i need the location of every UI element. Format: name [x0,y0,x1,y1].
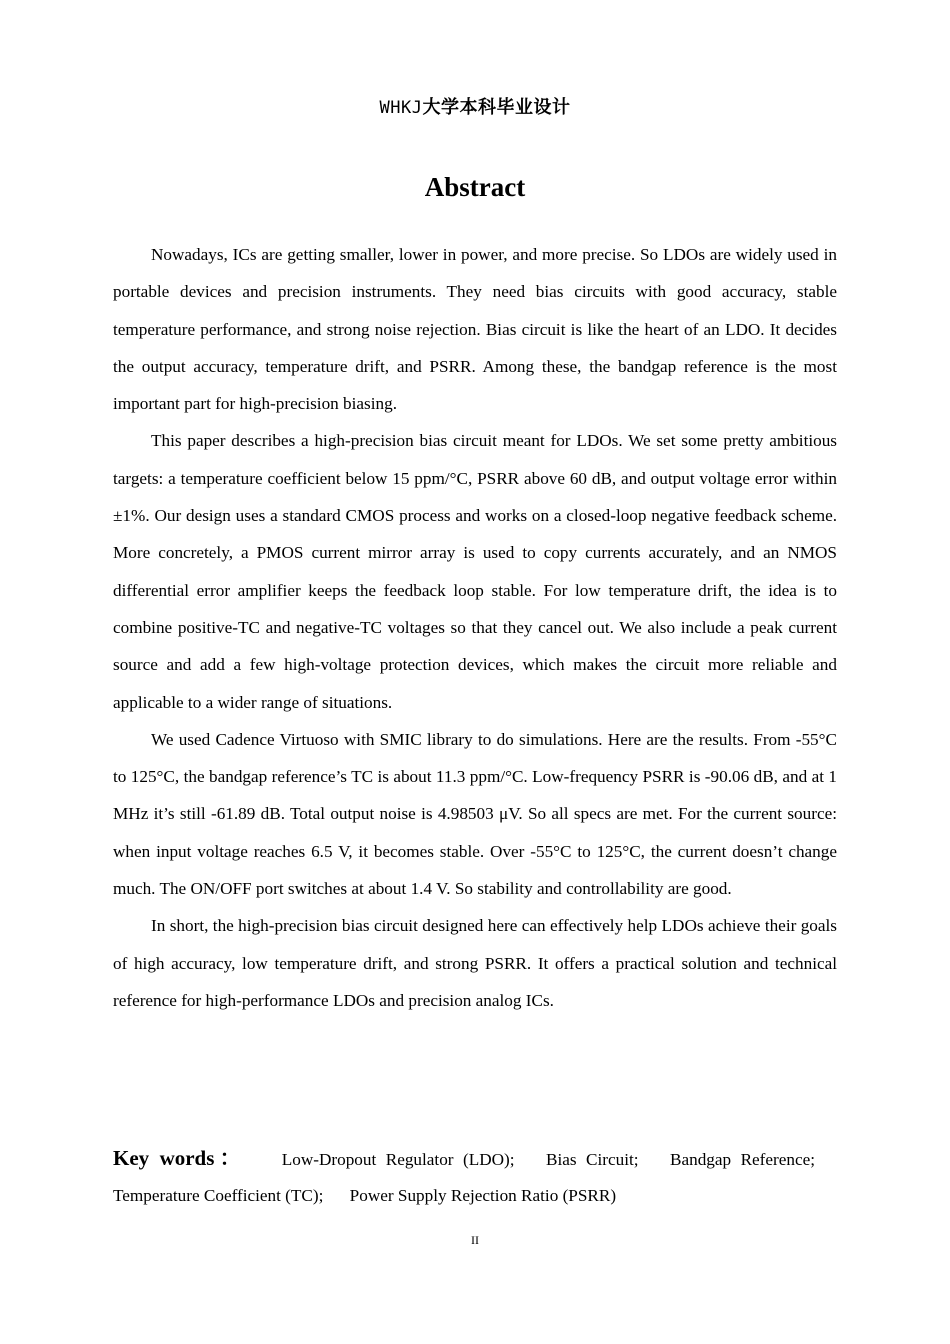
paragraph-intro: Nowadays, ICs are getting smaller, lower in power, and more precise. So LDOs are widely used in portable devices and precision instruments. They need bias circuits with good accuracy, stable temperature performance, and strong noise rejection. Bias circuit is like the heart of an LDO. It decides the output accuracy, temperature drift, and PSRR. Among these, the bandgap reference is the most important part for high-precision biasing. [113,245,837,414]
header-document-type: 大学本科毕业设计 [422,97,571,118]
paragraph-results: We used Cadence Virtuoso with SMIC library to do simulations. Here are the results. From -55°C to 125°C, the bandgap reference’s TC is about 11.3 ppm/°C. Low-frequency PSRR is -90.06 dB, and at 1 MHz it’s still -61.89 dB. Total output noise is 4.98503 μV. So all specs are met. For the current source: when input voltage reaches 6.5 V, it becomes stable. Over -55°C to 125°C, the current doesn’t change much. The ON/OFF port switches at about 1.4 V. So stability and controllability are good. [113,729,837,899]
keyword-item: Bias Circuit; [546,1150,639,1169]
running-header [0,94,950,122]
page-title: Abstract [424,172,526,202]
header-institution-code: WHKJ [379,98,423,118]
page-number: II [471,1233,479,1247]
keyword-item: Bandgap Reference; [670,1150,816,1169]
paragraph-conclusion: In short, the high-precision bias circuit designed here can effectively help LDOs achieve their goals of high accuracy, low temperature drift, and strong PSRR. It offers a practical solution and technical reference for high-performance LDOs and precision analog ICs. [113,916,837,1010]
keywords-label: Key words： [113,1146,246,1170]
keywords-section [113,1140,837,1214]
abstract-body [113,236,837,1019]
paragraph-design: This paper describes a high-precision bias circuit meant for LDOs. We set some pretty ambitious targets: a temperature coefficient below 15 ppm/°C, PSRR above 60 dB, and output voltage error within ±1%. Our design uses a standard CMOS process and works on a closed-loop negative feedback scheme. More concretely, a PMOS current mirror array is used to copy currents accurately, and an NMOS differential error amplifier keeps the feedback loop stable. For low temperature drift, the idea is to combine positive-TC and negative-TC voltages so that they cancel out. We also include a peak current source and add a few high-voltage protection devices, which makes the circuit more reliable and applicable to a wider range of situations. [113,431,837,712]
keyword-item: Power Supply Rejection Ratio (PSRR) [349,1186,617,1205]
keyword-item: Low-Dropout Regulator (LDO); [281,1150,515,1169]
keyword-item: Temperature Coefficient (TC); [113,1186,324,1205]
